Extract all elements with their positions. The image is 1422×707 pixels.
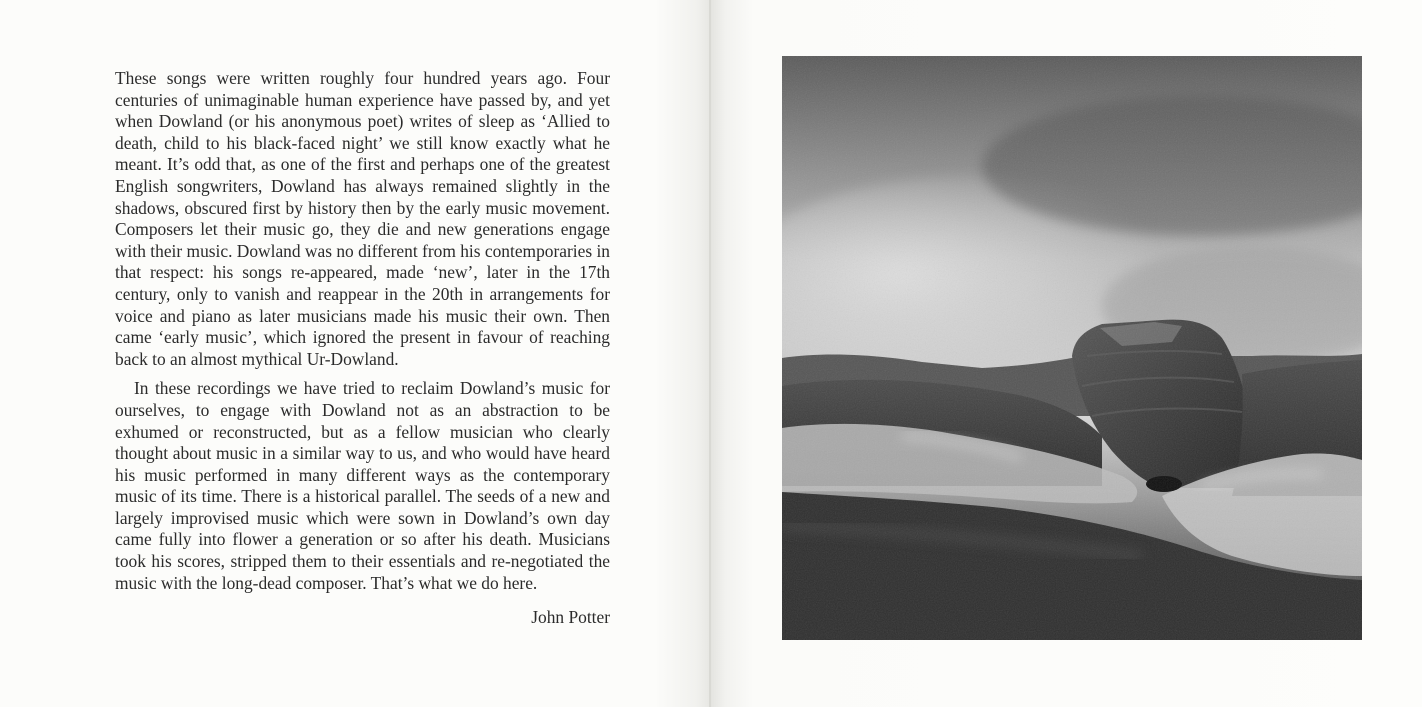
- author-signature: John Potter: [531, 607, 610, 627]
- film-grain: [782, 56, 1362, 640]
- landscape-photo: [782, 56, 1362, 640]
- essay-text: [115, 68, 610, 594]
- essay-paragraph-1: These songs were written roughly four hundred years ago. Four centuries of unimaginable human experience have passed by, and yet when Dowland (or his anonymous poet) writes of sleep as ‘Allied to death, child to his black-faced night’ we still know exactly what he meant. It’s odd that, as one of the first and perhaps one of the greatest English songwriters, Dowland has always remained slightly in the shadows, obscured first by history then by the early music movement. Composers let their music go, they die and new generations engage with their music. Dowland was no different from his contemporaries in that respect: his songs re-appeared, made ‘new’, later in the 17th century, only to vanish and reappear in the 20th in arrangements for voice and piano as later musicians made his music their own. Then came ‘early music’, which ignored the present in favour of reaching back to an almost mythical Ur-Dowland.: [115, 68, 610, 369]
- essay-paragraph-2: In these recordings we have tried to reclaim Dowland’s music for ourselves, to engage with Dowland not as an abstraction to be exhumed or reconstructed, but as a fellow musician who clearly thought about music in a similar way to us, and who would have heard his music performed in many different ways as the contemporary music of its time. There is a historical parallel. The seeds of a new and largely improvised music which were sown in Dowland’s own day came fully into flower a generation or so after his death. Musicians took his scores, stripped them to their essentials and re-negotiated the music with the long-dead composer. That’s what we do here.: [115, 378, 610, 593]
